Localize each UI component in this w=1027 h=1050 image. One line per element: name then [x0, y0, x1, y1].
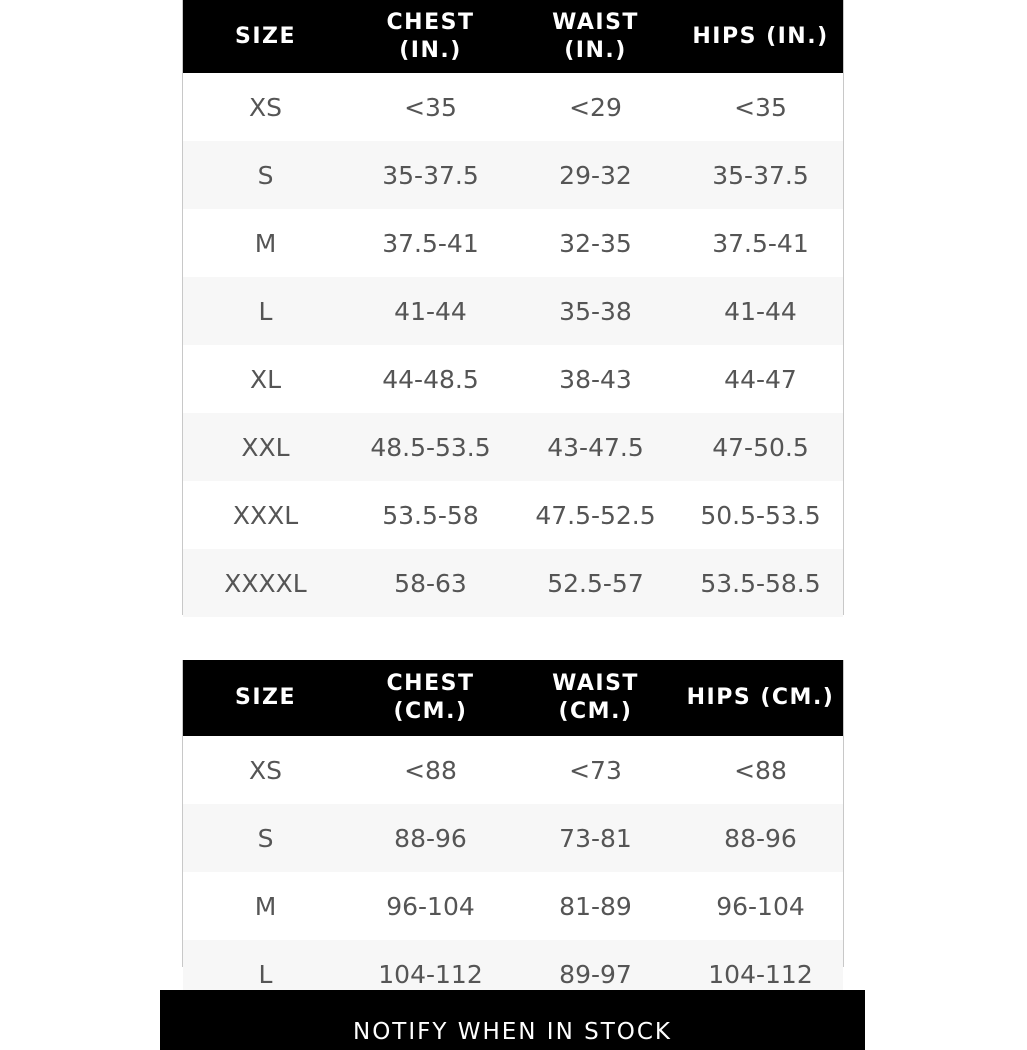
- header-size: SIZE: [234, 685, 296, 710]
- size-table: [183, 0, 843, 617]
- hips-cell: 96-104: [716, 891, 805, 921]
- size-cell: M: [254, 891, 277, 921]
- size-cell: L: [258, 959, 273, 989]
- waist-cell: 81-89: [559, 891, 632, 921]
- chest-cell: 88-96: [394, 823, 467, 853]
- hips-cell: 47-50.5: [712, 432, 809, 462]
- header-size: SIZE: [234, 23, 296, 49]
- chest-cell: 104-112: [378, 959, 483, 989]
- hips-cell: 88-96: [724, 823, 797, 853]
- waist-cell: 35-38: [559, 296, 632, 326]
- waist-cell: <29: [569, 92, 622, 122]
- waist-cell: 52.5-57: [547, 568, 644, 598]
- waist-cell: 29-32: [559, 160, 632, 190]
- hips-cell: 41-44: [724, 296, 797, 326]
- header-waist: WAIST (IN.): [552, 9, 639, 63]
- chest-cell: 48.5-53.5: [370, 432, 491, 462]
- chest-cell: <35: [404, 92, 457, 122]
- hips-cell: 50.5-53.5: [700, 500, 821, 530]
- hips-cell: <88: [734, 755, 787, 785]
- table-row: [183, 549, 843, 617]
- chest-cell: 41-44: [394, 296, 467, 326]
- waist-cell: 89-97: [559, 959, 632, 989]
- waist-cell: 32-35: [559, 228, 632, 258]
- notify-when-in-stock-button[interactable]: NOTIFY WHEN IN STOCK: [160, 990, 865, 1050]
- table-row: [183, 413, 843, 481]
- size-table-inches: [182, 0, 844, 615]
- chest-cell: 44-48.5: [382, 364, 479, 394]
- waist-cell: 43-47.5: [547, 432, 644, 462]
- hips-cell: 44-47: [724, 364, 797, 394]
- hips-cell: 53.5-58.5: [700, 568, 821, 598]
- table-row: [183, 345, 843, 413]
- size-table: [183, 660, 843, 1008]
- waist-cell: <73: [569, 755, 622, 785]
- table-row: [183, 804, 843, 872]
- hips-cell: 37.5-41: [712, 228, 809, 258]
- header-waist: WAIST (CM.): [552, 671, 639, 724]
- table-header-row: [183, 0, 843, 73]
- header-chest: CHEST (CM.): [386, 671, 475, 724]
- table-header-row: [183, 660, 843, 736]
- size-cell: XXXXL: [224, 568, 307, 598]
- size-cell: XL: [249, 364, 282, 394]
- waist-cell: 38-43: [559, 364, 632, 394]
- chest-cell: 35-37.5: [382, 160, 479, 190]
- hips-cell: 104-112: [708, 959, 813, 989]
- size-cell: XXL: [241, 432, 290, 462]
- header-chest: CHEST (IN.): [386, 9, 475, 63]
- chest-cell: <88: [404, 755, 457, 785]
- chest-cell: 37.5-41: [382, 228, 479, 258]
- chest-cell: 53.5-58: [382, 500, 479, 530]
- table-row: [183, 209, 843, 277]
- header-hips: HIPS (IN.): [692, 23, 829, 49]
- table-row: [183, 872, 843, 940]
- size-cell: XS: [249, 92, 282, 122]
- size-cell: M: [254, 228, 277, 258]
- chest-cell: 96-104: [386, 891, 475, 921]
- hips-cell: 35-37.5: [712, 160, 809, 190]
- waist-cell: 47.5-52.5: [535, 500, 656, 530]
- hips-cell: <35: [734, 92, 787, 122]
- size-cell: L: [258, 296, 273, 326]
- size-table-cm: [182, 660, 844, 989]
- table-row: [183, 141, 843, 209]
- header-hips: HIPS (CM.): [686, 685, 835, 710]
- size-cell: S: [257, 823, 274, 853]
- chest-cell: 58-63: [394, 568, 467, 598]
- table-row: [183, 73, 843, 141]
- table-row: [183, 736, 843, 804]
- size-cell: XS: [249, 755, 282, 785]
- waist-cell: 73-81: [559, 823, 632, 853]
- table-row: [183, 277, 843, 345]
- table-row: [183, 481, 843, 549]
- size-cell: XXXL: [232, 500, 299, 530]
- size-cell: S: [257, 160, 274, 190]
